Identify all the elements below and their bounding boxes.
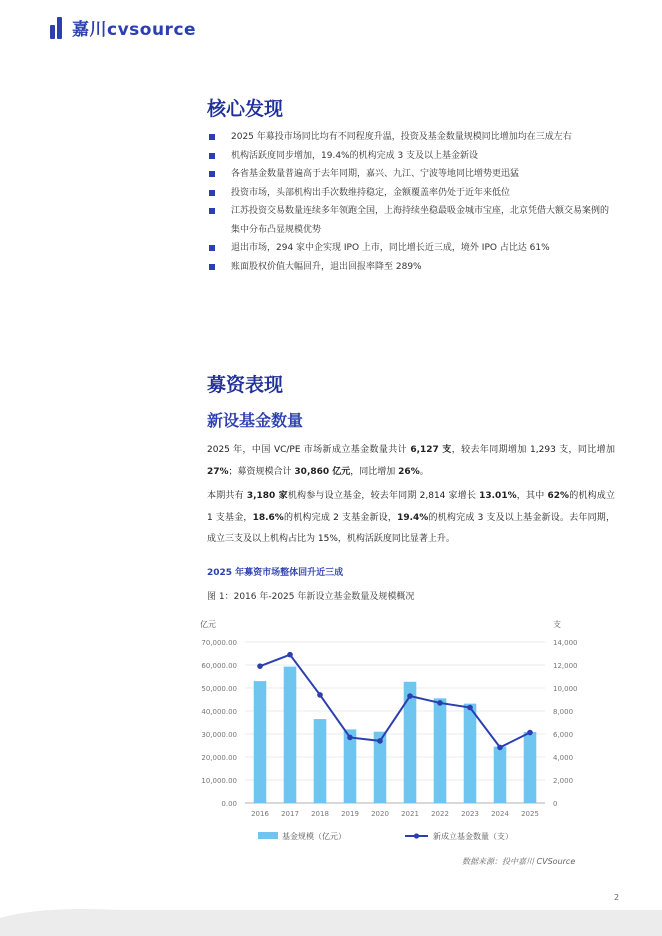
- chart-bar: [494, 747, 507, 803]
- right-tick-label: 14,000: [553, 639, 578, 647]
- page-number: 2: [614, 893, 620, 902]
- chart-point: [497, 745, 503, 751]
- brand-logo: [50, 15, 196, 40]
- x-tick-label: 2025: [521, 810, 539, 818]
- chart-bar: [404, 682, 417, 803]
- left-tick-label: 50,000.00: [201, 685, 237, 693]
- right-tick-label: 10,000: [553, 685, 578, 693]
- chart-point: [317, 692, 323, 698]
- left-tick-label: 20,000.00: [201, 754, 237, 762]
- logo-cn: 嘉川: [72, 20, 107, 40]
- chart-bar: [254, 681, 267, 803]
- chart-point: [287, 652, 293, 658]
- findings-list: [207, 128, 617, 276]
- right-tick-label: 8,000: [553, 708, 574, 716]
- finding-item: 账面股权价值大幅回升，退出回报率降至 289%: [207, 258, 617, 277]
- x-tick-label: 2024: [491, 810, 509, 818]
- finding-item: 机构活跃度同步增加，19.4%的机构完成 3 支及以上基金新设: [207, 147, 617, 166]
- finding-item: 2025 年募投市场同比均有不同程度升温，投资及基金数量规模同比增加均在三成左右: [207, 128, 617, 147]
- left-tick-label: 70,000.00: [201, 639, 237, 647]
- finding-item: 退出市场，294 家中企实现 IPO 上市，同比增长近三成，境外 IPO 占比达 61%: [207, 239, 617, 258]
- findings-title: 核心发现: [207, 98, 284, 120]
- right-tick-label: 0: [553, 800, 558, 808]
- right-tick-label: 4,000: [553, 754, 574, 762]
- x-tick-label: 2023: [461, 810, 479, 818]
- chart-point: [407, 693, 413, 699]
- logo-en: cvsource: [107, 20, 197, 40]
- data-source: 数据来源：投中嘉川 CVSource: [462, 857, 576, 866]
- footer-decoration: [0, 906, 662, 936]
- fundraising-title: 募资表现: [207, 374, 284, 396]
- chart-point: [467, 705, 473, 711]
- chart-bar: [284, 667, 297, 803]
- chart-bar: [464, 704, 477, 803]
- chart-point: [527, 730, 533, 736]
- x-tick-label: 2022: [431, 810, 449, 818]
- left-tick-label: 60,000.00: [201, 662, 237, 670]
- paragraph-fund-count: 2025 年，中国 VC/PE 市场新成立基金数量共计 6,127 支，较去年同期增加 1,293 支，同比增加 27%；募资规模合计 30,860 亿元，同比增加 26%。: [207, 445, 616, 477]
- left-tick-label: 30,000.00: [201, 731, 237, 739]
- paragraph-institutions: 本期共有 3,180 家机构参与设立基金，较去年同期 2,814 家增长 13.01%，其中 62%的机构成立 1 支基金，18.6%的机构完成 2 支基金新设，19.4%的机构完成 3 支及以上基金新设。去年同期，成立三支及以上机构占比为 15%，机构活跃度同比显著上升。: [207, 491, 615, 544]
- legend-line-marker: [414, 833, 419, 838]
- x-tick-label: 2021: [401, 810, 419, 818]
- finding-item: 江苏投资交易数量连续多年领跑全国，上海持续坐稳最吸金城市宝座，北京凭借大额交易案例的集中分布凸显规模优势: [207, 202, 617, 239]
- chart-bar: [524, 732, 537, 803]
- x-tick-label: 2016: [251, 810, 269, 818]
- figure-caption: 图 1：2016 年-2025 年新设立基金数量及规模概况: [207, 592, 415, 602]
- chart-point: [347, 735, 353, 741]
- logo-mark-icon: [50, 17, 68, 39]
- chart-bar: [344, 729, 357, 803]
- chart-point: [437, 700, 443, 706]
- legend-bar-label: 基金规模（亿元）: [282, 832, 346, 841]
- chart-point: [257, 663, 263, 669]
- right-tick-label: 2,000: [553, 777, 574, 785]
- fund-chart: [200, 610, 590, 855]
- chart-point: [377, 738, 383, 744]
- logo-text: [72, 15, 196, 40]
- finding-item: 投资市场，头部机构出手次数维持稳定，金额覆盖率仍处于近年来低位: [207, 184, 617, 203]
- right-axis-unit: 支: [553, 620, 561, 629]
- chart-bar: [434, 698, 447, 803]
- left-tick-label: 10,000.00: [201, 777, 237, 785]
- chart-heading: 2025 年募资市场整体回升近三成: [207, 568, 344, 578]
- right-tick-label: 12,000: [553, 662, 578, 670]
- x-tick-label: 2020: [371, 810, 389, 818]
- finding-item: 各省基金数量普遍高于去年同期，嘉兴、九江、宁波等地同比增势更迅猛: [207, 165, 617, 184]
- chart-bar: [314, 719, 327, 803]
- legend-bar-swatch: [258, 832, 278, 839]
- left-axis-unit: 亿元: [200, 620, 216, 629]
- x-tick-label: 2018: [311, 810, 329, 818]
- fundraising-subtitle: 新设基金数量: [207, 411, 304, 430]
- right-tick-label: 6,000: [553, 731, 574, 739]
- chart-line: [260, 655, 530, 748]
- legend-line-label: 新成立基金数量（支）: [433, 832, 513, 841]
- left-tick-label: 40,000.00: [201, 708, 237, 716]
- x-tick-label: 2019: [341, 810, 359, 818]
- left-tick-label: 0.00: [221, 800, 237, 808]
- x-tick-label: 2017: [281, 810, 299, 818]
